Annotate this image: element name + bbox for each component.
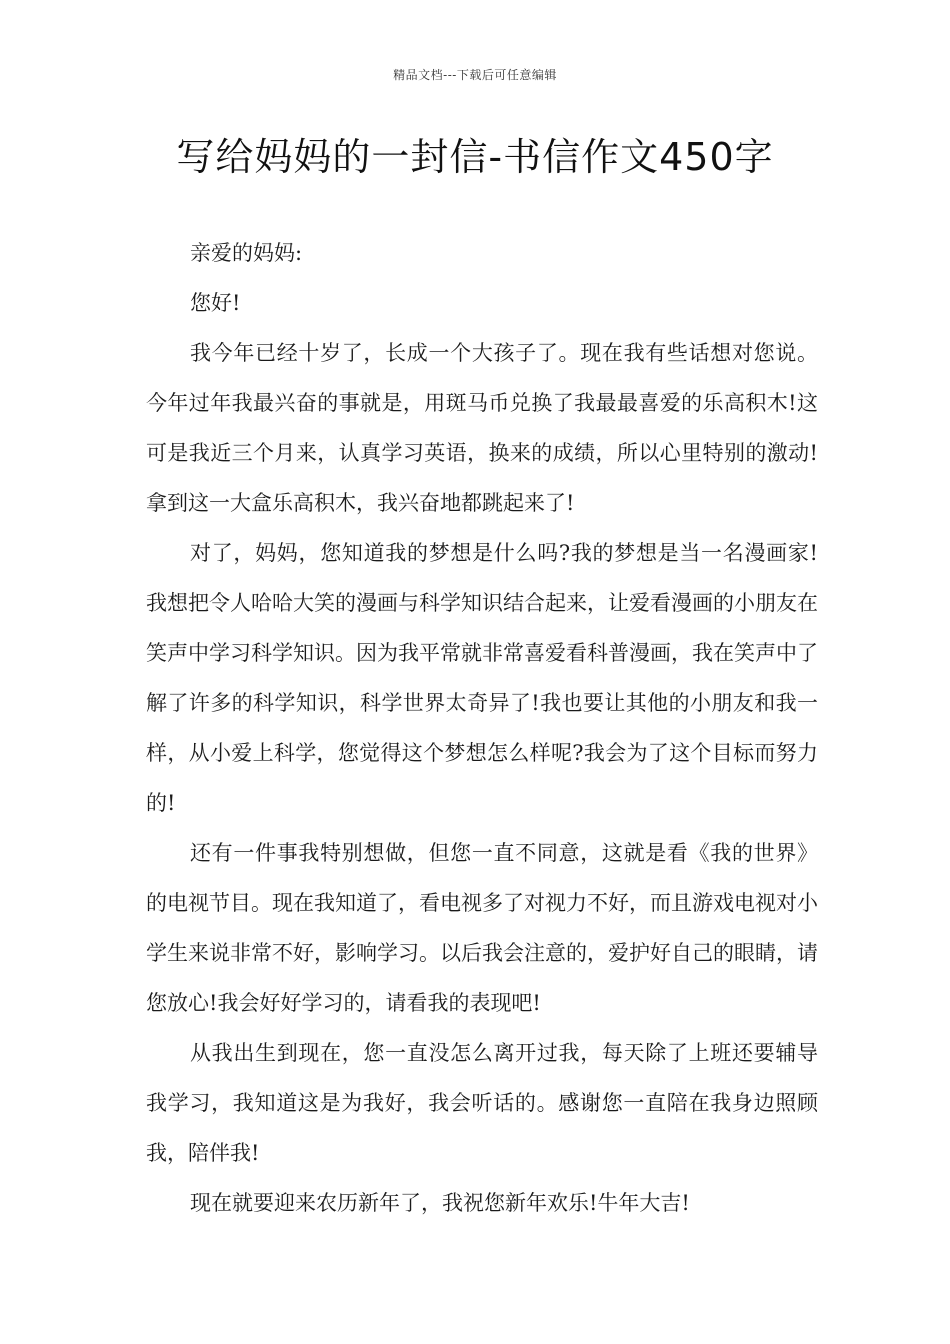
letter-paragraph: 现在就要迎来农历新年了，我祝您新年欢乐!牛年大吉! [190, 1191, 690, 1215]
letter-salutation: 亲爱的妈妈: [190, 241, 303, 265]
page-title: 写给妈妈的一封信-书信作文450字 [176, 135, 774, 179]
letter-paragraph: 对了，妈妈，您知道我的梦想是什么吗?我的梦想是当一名漫画家!我想把令人哈哈大笑的漫画与科学知识结合起来，让爱看漫画的小朋友在笑声中学习科学知识。因为我平常就非常喜爱看科普漫画，我在笑声中了解了许多的科学知识，科学世界太奇异了!我也要让其他的小朋友和我一样，从小爱上科学，您觉得这个梦想怎么样呢?我会为了这个目标而努力的! [146, 541, 818, 815]
letter-body [146, 228, 818, 1228]
page-header-note: 精品文档---下载后可任意编辑 [393, 68, 557, 82]
letter-paragraph: 从我出生到现在，您一直没怎么离开过我，每天除了上班还要辅导我学习，我知道这是为我好，我会听话的。感谢您一直陪在我身边照顾我，陪伴我! [146, 1041, 818, 1165]
letter-greeting: 您好! [190, 291, 241, 315]
letter-paragraph: 我今年已经十岁了，长成一个大孩子了。现在我有些话想对您说。今年过年我最兴奋的事就是，用斑马币兑换了我最最喜爱的乐高积木!这可是我近三个月来，认真学习英语，换来的成绩，所以心里特别的激动!拿到这一大盒乐高积木，我兴奋地都跳起来了! [146, 341, 818, 515]
letter-paragraph: 还有一件事我特别想做，但您一直不同意，这就是看《我的世界》的电视节目。现在我知道了，看电视多了对视力不好，而且游戏电视对小学生来说非常不好，影响学习。以后我会注意的，爱护好自己的眼睛，请您放心!我会好好学习的，请看我的表现吧! [146, 841, 818, 1015]
